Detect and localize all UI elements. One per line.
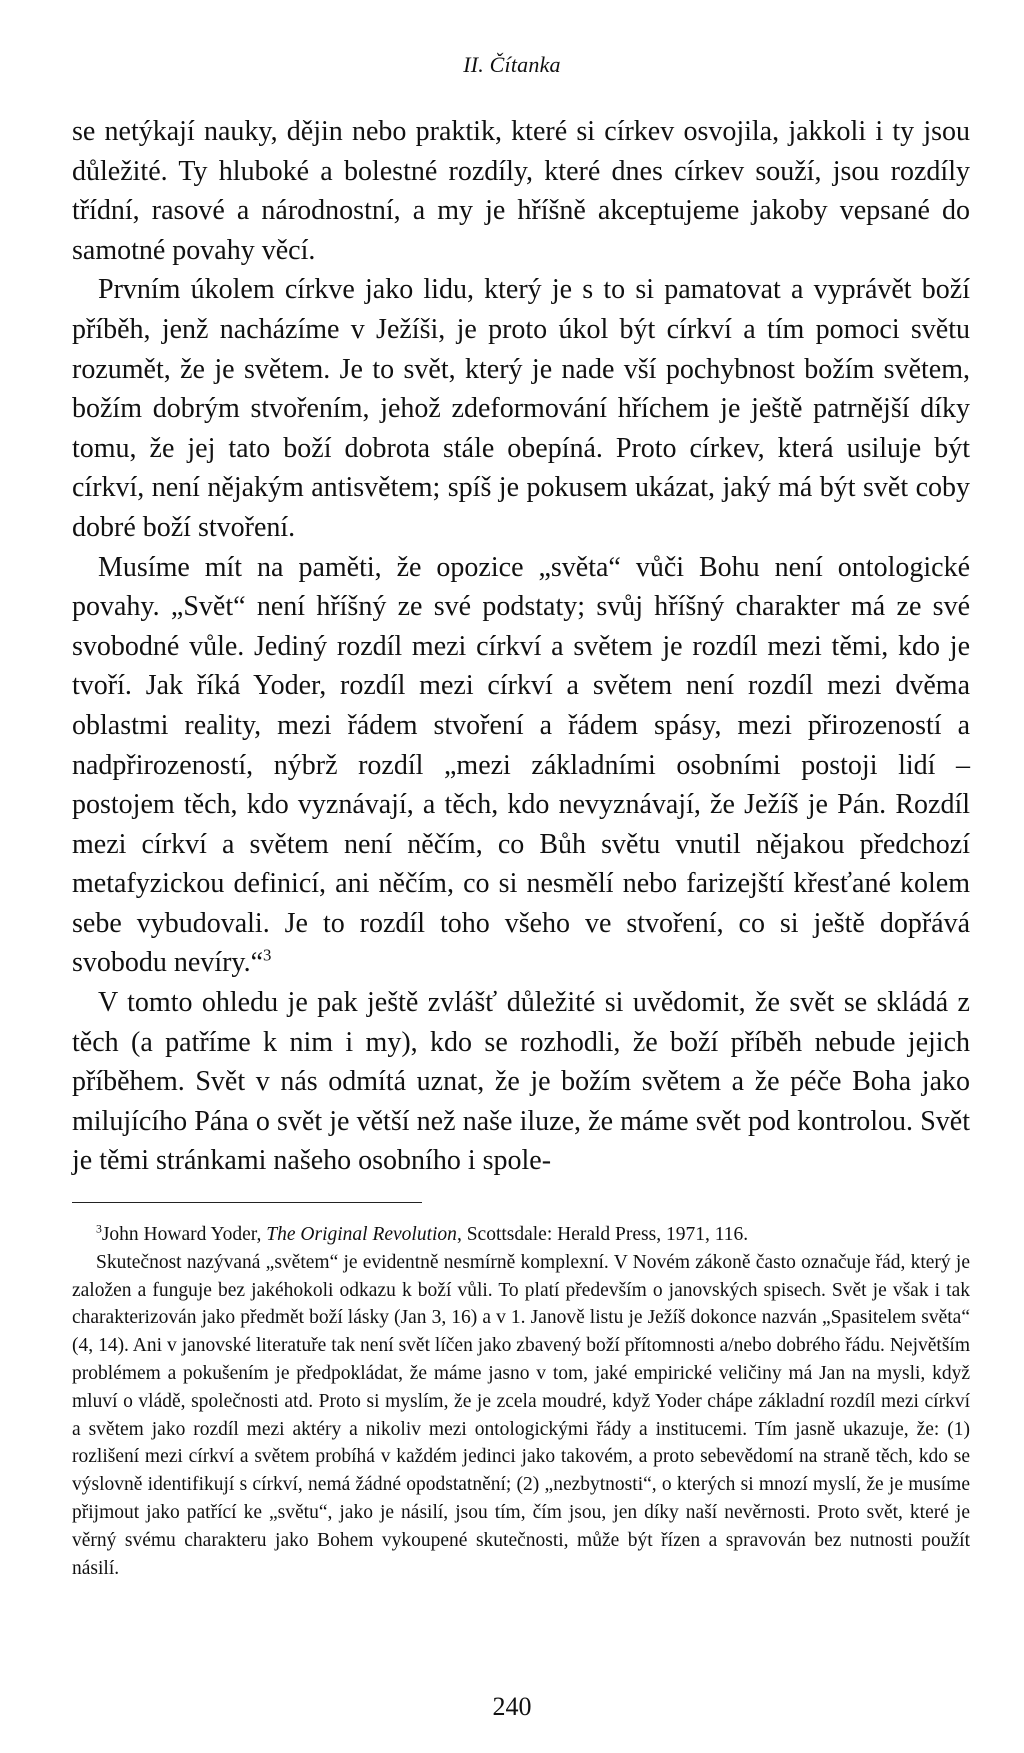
paragraph bbox=[72, 548, 970, 984]
running-head: II. Čítanka bbox=[463, 52, 561, 77]
footnotes bbox=[72, 1221, 970, 1582]
footnote-book-title: The Original Revolution bbox=[266, 1224, 457, 1245]
paragraph-continuation: se netýkají nauky, dějin nebo praktik, které si církev osvojila, jakkoli i ty jsou důležité. Ty hluboké a bolestné rozdíly, které dnes církev souží, jsou rozdíly třídní, rasové a národnostní, a my je hříšně akceptujeme jakoby vepsané do samotné povahy věcí. bbox=[72, 116, 970, 266]
paragraph-text: Musíme mít na paměti, že opozice „světa“ vůči Bohu není ontologické povahy. „Svět“ není hříšný ze své podstaty; svůj hříšný charakter má ze své svobodné vůle. Jediný rozdíl mezi církví a světem je rozdíl mezi těmi, kdo je tvoří. Jak říká Yoder, rozdíl mezi církví a světem není rozdíl mezi dvěma oblastmi reality, mezi řádem stvoření a řádem spásy, mezi přirozeností a nadpřirozeností, nýbrž rozdíl „mezi základními osobními postoji lidí – postojem těch, kdo vyznávají, a těch, kdo nevyznávají, že Ježíš je Pán. Rozdíl mezi církví a světem není něčím, co Bůh světu vnutil nějakou předchozí metafyzickou definicí, ani něčím, co si nesmělí nebo farizejští křesťané kolem sebe vybudovali. Je to rozdíl toho všeho ve stvoření, co si ještě dopřává svobodu nevíry.“ bbox=[72, 551, 970, 979]
page-number: 240 bbox=[492, 1692, 532, 1721]
footnote-text: Skutečnost nazývaná „světem“ je evidentně nesmírně komplexní. V Novém zákoně často označuje řád, který je založen a funguje bez jakéhokoli odkazu k boží vůli. To platí především o janovských spisech. Svět je však i tak charakterizován jako předmět boží lásky (Jan 3, 16) a v 1. Janově listu je Ježíš dokonce nazván „Spasitelem světa“ (4, 14). Ani v janovské literatuře tak není svět líčen jako zbavený boží přítomnosti a/nebo dobrého řádu. Největším problémem a pokušením je předpokládat, že máme jasno v tom, jaké empirické veličiny má Jan na mysli, když mluví o vládě, společnosti atd. Proto si myslím, že je zcela moudré, když Yoder chápe základní rozdíl mezi církví a světem jako rozdíl mezi aktéry a nikoliv mezi ontologickými řády a institucemi. Tím jasně ukazuje, že: (1) rozlišení mezi církví a světem probíhá v každém jedinci jako takovém, a proto sebevědomí na straně těch, kdo se výslovně identifikují s církví, nemá žádné opodstatnění; (2) „nezbytnosti“, o kterých si mnozí myslí, že je musíme přijmout jako patřící ke „světu“, jako je násilí, jsou tím, čím jsou, jen díky naší nevěrnosti. Proto svět, které je věrný svému charakteru jako Bohem vykoupené skutečnosti, může být řízen a spravován bez nutnosti použít násilí. bbox=[72, 1251, 970, 1579]
paragraph: Prvním úkolem církve jako lidu, který je s to si pamatovat a vyprávět boží příběh, jenž nacházíme v Ježíši, je proto úkol být církví a tím pomoci světu rozumět, že je světem. Je to svět, který je nade vší pochybnost božím světem, božím dobrým stvořením, jehož zdeformování hříchem je ještě patrnější díky tomu, že jej tato boží dobrota stále obepíná. Proto církev, která usiluje být církví, není nějakým antisvětem; spíš je pokusem ukázat, jaký má být svět coby dobré boží stvoření. bbox=[72, 274, 970, 543]
footnote-separator bbox=[72, 1202, 422, 1203]
footnote-marker: 3 bbox=[96, 1222, 102, 1236]
footnote-publication: , Scottsdale: Herald Press, 1971, 116. bbox=[456, 1224, 749, 1245]
footnote-citation bbox=[72, 1221, 970, 1249]
footnote-reference[interactable]: 3 bbox=[263, 946, 272, 966]
paragraph: V tomto ohledu je pak ještě zvlášť důležité si uvědomit, že svět se skládá z těch (a patříme k nim i my), kdo se rozhodli, že boží příběh nebude jejich příběhem. Svět v nás odmítá uznat, že je božím světem a že péče Boha jako milujícího Pána o svět je větší než naše iluze, že máme svět pod kontrolou. Svět je těmi stránkami našeho osobního i spole- bbox=[72, 987, 970, 1177]
footnote-author: John Howard Yoder, bbox=[101, 1224, 267, 1245]
main-text bbox=[72, 112, 970, 1181]
